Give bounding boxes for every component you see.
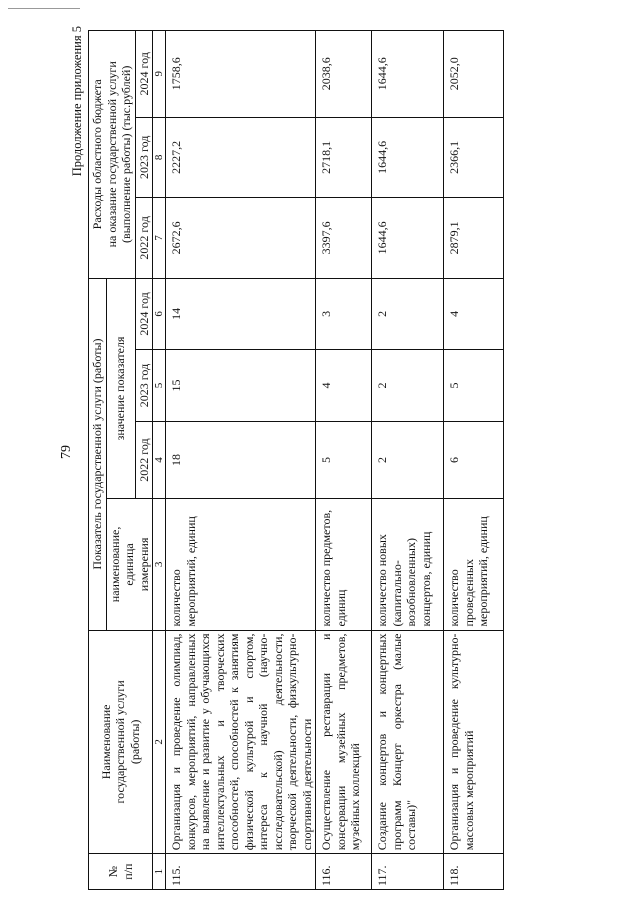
- header-expense-group: Расходы областного бюджета на оказание государственной услуги (выполнение работы) (тыс.рублей): [89, 31, 136, 279]
- header-year: 2022 год: [135, 421, 153, 499]
- service-name: Создание концертов и концертных программ Концерт оркестра (малые составы)": [372, 630, 444, 854]
- expense-2022: 1644,6: [372, 198, 444, 279]
- value-2022: 18: [166, 421, 316, 499]
- expense-2022: 2879,1: [444, 198, 504, 279]
- header-service-name: Наименование государственной услуги (работы): [89, 630, 153, 854]
- header-indicator-value: значение показателя: [106, 278, 135, 499]
- value-2024: 3: [316, 278, 372, 350]
- header-year: 2023 год: [135, 350, 153, 422]
- service-name: Осуществление реставрации и консервации музейных предметов, музейных коллекций: [316, 630, 372, 854]
- expense-2022: 2672,6: [166, 198, 316, 279]
- service-name: Организация и проведение культурно-массовых мероприятий: [444, 630, 504, 854]
- expense-2023: 2366,1: [444, 117, 504, 198]
- indicator-unit: количество проведенных мероприятий, единиц: [444, 499, 504, 630]
- expense-2022: 3397,6: [316, 198, 372, 279]
- expense-2024: 2038,6: [316, 31, 372, 118]
- services-table: [88, 30, 504, 890]
- value-2023: 4: [316, 350, 372, 422]
- header-year: 2022 год: [135, 198, 153, 279]
- indicator-unit: количество предметов, единиц: [316, 499, 372, 630]
- row-number: 117.: [372, 854, 444, 890]
- table-row: [444, 31, 504, 890]
- value-2023: 5: [444, 350, 504, 422]
- column-number: 5: [153, 350, 166, 422]
- value-2022: 6: [444, 421, 504, 499]
- value-2023: 15: [166, 350, 316, 422]
- service-name: Организация и проведение олимпиад, конкурсов, мероприятий, направленных на выявление и развитие у обучающихся интеллектуальных и творческих способностей, способностей к занятиям физической культурой и спортом, интереса к научной (научно-исследовательской) деятельности, творческой деятельности, физкультурно-спортивной деятельности: [166, 630, 316, 854]
- column-number: 6: [153, 278, 166, 350]
- table-row: [316, 31, 372, 890]
- top-rule: [8, 8, 80, 9]
- header-year: 2024 год: [135, 278, 153, 350]
- value-2024: 4: [444, 278, 504, 350]
- header-indicator-group: Показатель государственной услуги (работы): [89, 278, 107, 630]
- header-year: 2023 год: [135, 117, 153, 198]
- value-2024: 14: [166, 278, 316, 350]
- header-indicator-unit: наименование, единица измерения: [106, 499, 153, 630]
- table-row: [166, 31, 316, 890]
- column-number: 2: [153, 630, 166, 854]
- column-number: 4: [153, 421, 166, 499]
- indicator-unit: количество новых (капитально-возобновленных) концертов, единиц: [372, 499, 444, 630]
- row-number: 115.: [166, 854, 316, 890]
- column-number: 3: [153, 499, 166, 630]
- indicator-unit: количество мероприятий, единиц: [166, 499, 316, 630]
- row-number: 118.: [444, 854, 504, 890]
- row-number: 116.: [316, 854, 372, 890]
- expense-2023: 2718,1: [316, 117, 372, 198]
- column-number: 7: [153, 198, 166, 279]
- value-2022: 2: [372, 421, 444, 499]
- table-row: [372, 31, 444, 890]
- expense-2023: 2227,2: [166, 117, 316, 198]
- expense-2024: 1758,6: [166, 31, 316, 118]
- value-2023: 2: [372, 350, 444, 422]
- rotated-page-content: [70, 20, 630, 890]
- expense-2024: 1644,6: [372, 31, 444, 118]
- header-number: № п/п: [89, 854, 153, 890]
- header-year: 2024 год: [135, 31, 153, 118]
- page-number: 79: [59, 445, 74, 459]
- column-number: 9: [153, 31, 166, 118]
- value-2022: 5: [316, 421, 372, 499]
- value-2024: 2: [372, 278, 444, 350]
- expense-2023: 1644,6: [372, 117, 444, 198]
- column-number: 1: [153, 854, 166, 890]
- column-number: 8: [153, 117, 166, 198]
- appendix-continuation-caption: Продолжение приложения 5: [70, 26, 84, 177]
- expense-2024: 2052,0: [444, 31, 504, 118]
